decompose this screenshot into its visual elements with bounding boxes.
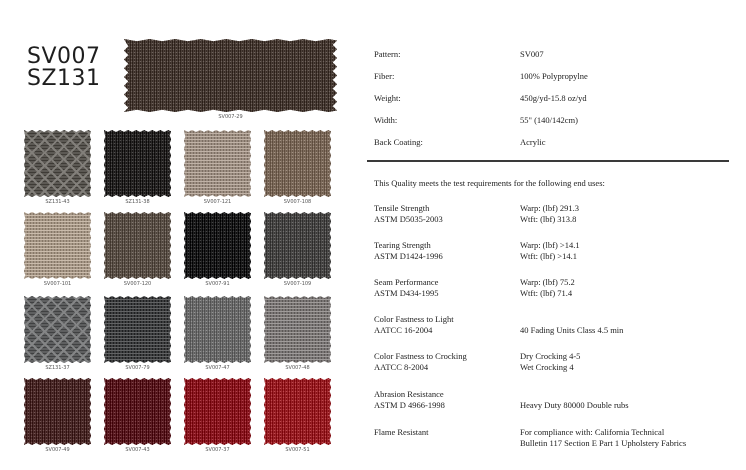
fabric-swatch bbox=[24, 212, 91, 279]
fabric-swatch bbox=[24, 296, 91, 363]
test-result-line: Heavy Duty 80000 Double rubs bbox=[520, 400, 629, 410]
swatch-code: SV007-79 bbox=[125, 365, 150, 371]
swatch-code: SV007-37 bbox=[205, 447, 230, 453]
fabric-swatch bbox=[24, 378, 91, 445]
test-result-line: Warp: (lbf) 75.2 bbox=[520, 277, 575, 287]
spec-label: Weight: bbox=[374, 93, 401, 103]
test-standard: AATCC 8-2004 bbox=[374, 362, 429, 372]
test-result-line: Wet Crocking 4 bbox=[520, 362, 574, 372]
test-name: Tearing Strength bbox=[374, 240, 431, 250]
swatch-code: SV007-108 bbox=[283, 199, 312, 205]
test-standard: ASTM D 4966-1998 bbox=[374, 400, 445, 410]
test-result-line: 40 Fading Units Class 4.5 min bbox=[520, 325, 624, 335]
test-standard: ASTM D5035-2003 bbox=[374, 214, 443, 224]
test-result-line: Dry Crocking 4-5 bbox=[520, 351, 581, 361]
test-name: Tensile Strength bbox=[374, 203, 430, 213]
pattern-code-title: SV007 bbox=[27, 44, 101, 69]
test-result-line: Wtft: (lbf) 313.8 bbox=[520, 214, 577, 224]
test-result-line: For compliance with: California Technical bbox=[520, 427, 665, 437]
test-result-line: Warp: (lbf) 291.3 bbox=[520, 203, 580, 213]
swatch-code: SV007-109 bbox=[283, 281, 312, 287]
test-name: Color Fastness to Light bbox=[374, 314, 454, 324]
swatch-code: SV007-47 bbox=[205, 365, 230, 371]
spec-value: 55" (140/142cm) bbox=[520, 115, 579, 125]
fabric-swatch bbox=[104, 130, 171, 197]
swatch-code: SZ131-38 bbox=[125, 199, 150, 205]
test-result-line: Wtft: (lbf) >14.1 bbox=[520, 251, 577, 261]
test-standard: ASTM D1424-1996 bbox=[374, 251, 443, 261]
spec-label: Fiber: bbox=[374, 71, 395, 81]
fabric-swatch bbox=[104, 296, 171, 363]
spec-label: Pattern: bbox=[374, 49, 401, 59]
spec-value: 100% Polypropylne bbox=[520, 71, 588, 81]
fabric-swatch bbox=[264, 378, 331, 445]
swatch-code: SV007-121 bbox=[203, 199, 232, 205]
swatch-code: SV007-101 bbox=[43, 281, 72, 287]
fabric-swatch bbox=[184, 296, 251, 363]
fabric-swatch bbox=[264, 212, 331, 279]
pattern-code-subtitle: SZ131 bbox=[27, 66, 101, 91]
fabric-swatch bbox=[264, 130, 331, 197]
spec-sheet bbox=[355, 0, 746, 470]
swatch-code: SV007-48 bbox=[285, 365, 310, 371]
fabric-swatch bbox=[24, 130, 91, 197]
test-result-line: Bulletin 117 Section E Part 1 Upholstery Fabrics bbox=[520, 438, 687, 448]
hero-swatch-code: SV007-29 bbox=[218, 114, 243, 120]
swatch-code: SV007-91 bbox=[205, 281, 230, 287]
fabric-swatch bbox=[184, 212, 251, 279]
swatch-code: SV007-51 bbox=[285, 447, 310, 453]
test-standard: AATCC 16-2004 bbox=[374, 325, 433, 335]
swatch-panel bbox=[0, 0, 355, 470]
swatch-code: SV007-49 bbox=[45, 447, 70, 453]
spec-value: 450g/yd-15.8 oz/yd bbox=[520, 93, 587, 103]
test-name: Seam Performance bbox=[374, 277, 439, 287]
spec-label: Width: bbox=[374, 115, 398, 125]
swatch-code: SZ131-37 bbox=[45, 365, 70, 371]
spec-value: SV007 bbox=[520, 49, 544, 59]
test-name: Flame Resistant bbox=[374, 427, 429, 437]
fabric-swatch bbox=[184, 130, 251, 197]
fabric-swatch bbox=[104, 212, 171, 279]
test-result-line: Warp: (lbf) >14.1 bbox=[520, 240, 580, 250]
spec-label: Back Coating: bbox=[374, 137, 423, 147]
divider bbox=[367, 160, 729, 162]
hero-fabric-swatch bbox=[124, 39, 337, 112]
test-standard: ASTM D434-1995 bbox=[374, 288, 439, 298]
swatch-code: SV007-43 bbox=[125, 447, 150, 453]
fabric-swatch bbox=[104, 378, 171, 445]
fabric-swatch bbox=[184, 378, 251, 445]
swatch-code: SV007-120 bbox=[123, 281, 152, 287]
swatch-code: SZ131-43 bbox=[45, 199, 70, 205]
test-name: Abrasion Resistance bbox=[374, 389, 444, 399]
spec-value: Acrylic bbox=[520, 137, 546, 147]
test-name: Color Fastness to Crocking bbox=[374, 351, 467, 361]
fabric-swatch bbox=[264, 296, 331, 363]
test-result-line: Wtft: (lbf) 71.4 bbox=[520, 288, 573, 298]
test-intro: This Quality meets the test requirements for the following end uses: bbox=[374, 178, 605, 188]
